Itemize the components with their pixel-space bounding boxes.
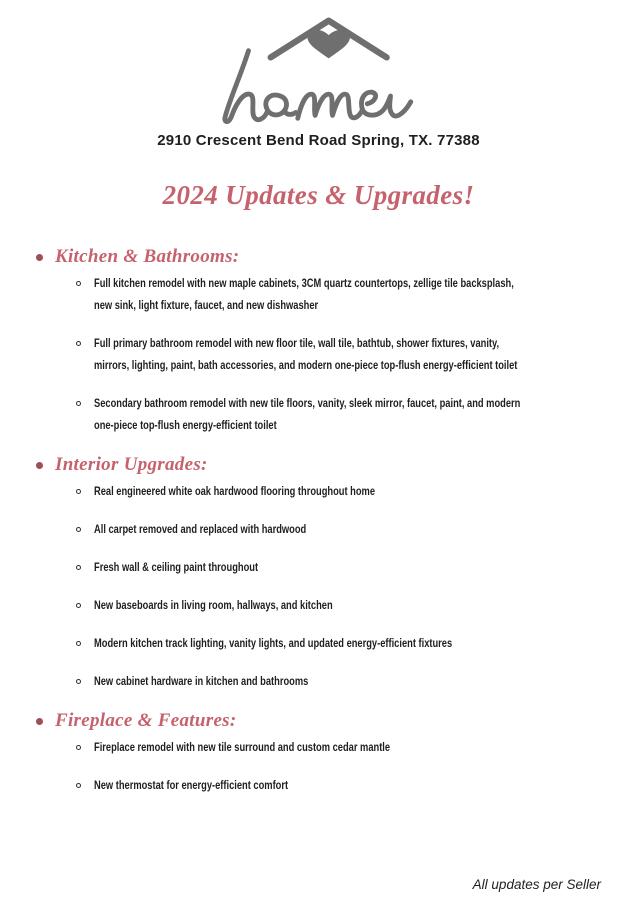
list-item bbox=[76, 519, 627, 541]
circle-bullet-icon bbox=[76, 527, 81, 532]
heart-icon bbox=[307, 30, 350, 59]
list-item bbox=[76, 333, 627, 377]
item-text: Full kitchen remodel with new maple cabinets, 3CM quartz countertops, zellige tile backsplash, new sink, light fixture, faucet, and new dishwasher bbox=[94, 278, 514, 312]
footer-note: All updates per Seller bbox=[472, 877, 601, 892]
section-fireplace-features bbox=[36, 709, 627, 797]
bullet-icon bbox=[36, 254, 43, 261]
circle-bullet-icon bbox=[76, 745, 81, 750]
list-item bbox=[76, 671, 627, 693]
page-title: 2024 Updates & Upgrades! bbox=[162, 180, 475, 210]
item-text: Fresh wall & ceiling paint throughout bbox=[94, 562, 259, 574]
circle-bullet-icon bbox=[76, 401, 81, 406]
logo-word bbox=[435, 12, 436, 13]
item-text: Fireplace remodel with new tile surround and custom cedar mantle bbox=[94, 742, 391, 754]
list-item bbox=[76, 393, 627, 437]
item-text: Full primary bathroom remodel with new floor tile, wall tile, bathtub, shower fixtures, vanity, mirrors, lighting, paint, bath accessories, and modern one-piece top-flush energy-efficient toilet bbox=[94, 338, 518, 372]
circle-bullet-icon bbox=[76, 341, 81, 346]
script-letter-m bbox=[297, 94, 362, 118]
bullet-icon bbox=[36, 462, 43, 469]
item-text: New cabinet hardware in kitchen and bathrooms bbox=[94, 676, 309, 688]
section-title: Interior Upgrades: bbox=[55, 454, 208, 475]
item-text: All carpet removed and replaced with hardwood bbox=[94, 524, 307, 536]
list-item bbox=[76, 595, 627, 617]
section-title: Kitchen & Bathrooms: bbox=[55, 246, 240, 267]
bullet-icon bbox=[36, 718, 43, 725]
circle-bullet-icon bbox=[76, 603, 81, 608]
section-interior-upgrades bbox=[36, 453, 627, 693]
list-item bbox=[76, 737, 627, 759]
circle-bullet-icon bbox=[76, 783, 81, 788]
item-text: Secondary bathroom remodel with new tile floors, vanity, sleek mirror, faucet, paint, and modern one-piece top-flush energy-efficient toilet bbox=[94, 398, 521, 432]
home-script-word bbox=[224, 51, 410, 122]
circle-bullet-icon bbox=[76, 489, 81, 494]
list-item bbox=[76, 557, 627, 579]
section-heading-row bbox=[36, 245, 627, 269]
list-item bbox=[76, 481, 627, 503]
list-item bbox=[76, 633, 627, 655]
list-item bbox=[76, 775, 627, 797]
script-letter-h bbox=[224, 51, 266, 122]
updates-content bbox=[0, 245, 637, 797]
script-letter-o bbox=[265, 95, 295, 115]
item-text: New thermostat for energy-efficient comfort bbox=[94, 780, 289, 792]
circle-bullet-icon bbox=[76, 281, 81, 286]
item-text: Modern kitchen track lighting, vanity lights, and updated energy-efficient fixtures bbox=[94, 638, 453, 650]
item-text: Real engineered white oak hardwood flooring throughout home bbox=[94, 486, 376, 498]
section-heading-row bbox=[36, 453, 627, 477]
home-logo bbox=[0, 0, 637, 126]
list-item bbox=[76, 273, 627, 317]
section-kitchen-bathrooms bbox=[36, 245, 627, 437]
script-letter-e bbox=[361, 92, 410, 116]
home-logo-graphic bbox=[203, 12, 435, 126]
item-text: New baseboards in living room, hallways, and kitchen bbox=[94, 600, 333, 612]
circle-bullet-icon bbox=[76, 565, 81, 570]
section-title: Fireplace & Features: bbox=[55, 710, 237, 731]
circle-bullet-icon bbox=[76, 641, 81, 646]
section-heading-row bbox=[36, 709, 627, 733]
circle-bullet-icon bbox=[76, 679, 81, 684]
property-address: 2910 Crescent Bend Road Spring, TX. 77388 bbox=[157, 132, 480, 149]
